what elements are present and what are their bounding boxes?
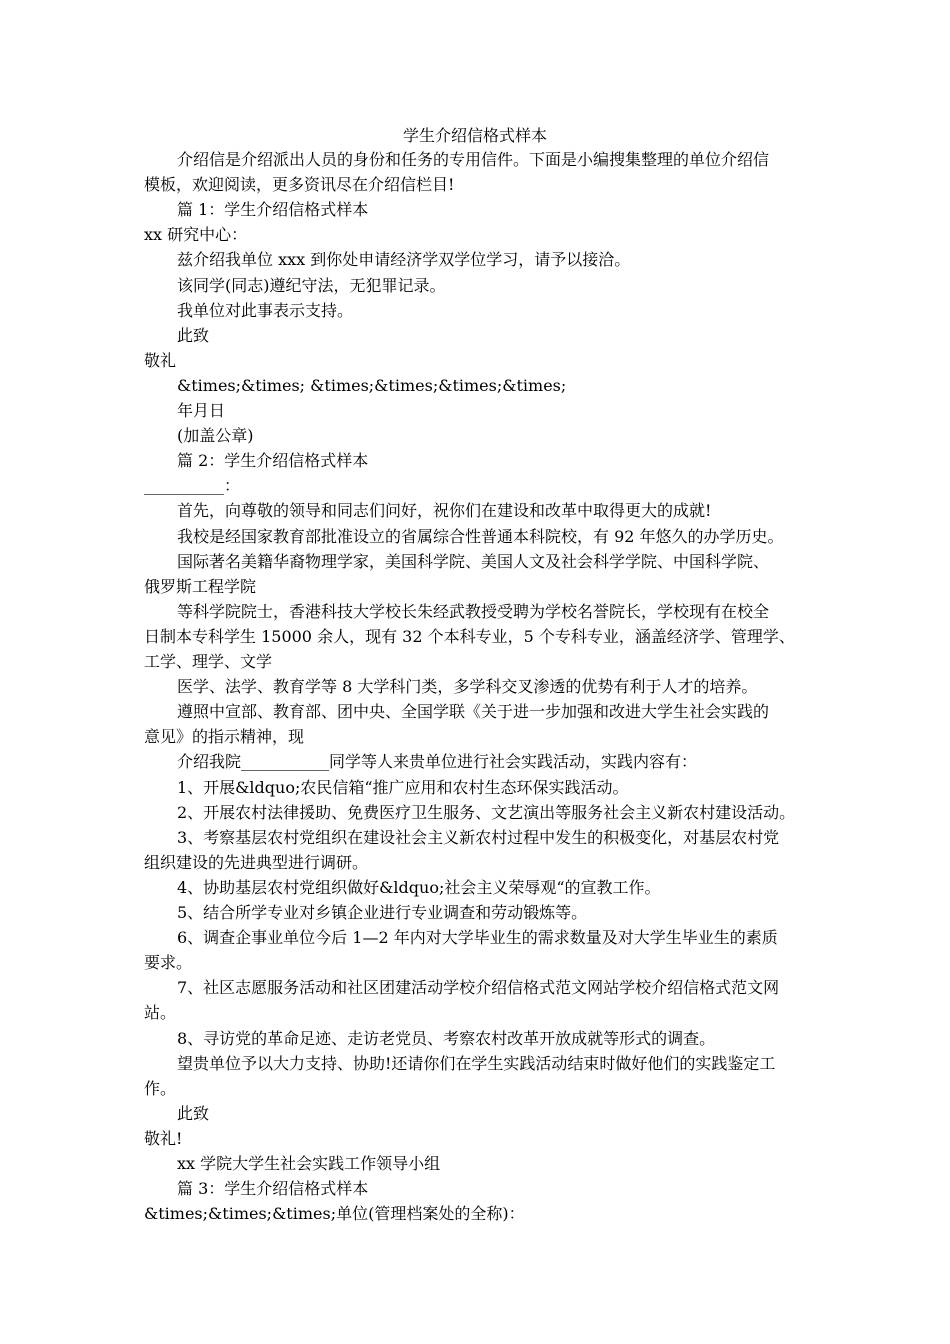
body-line: 组织建设的先进典型进行调研。: [144, 853, 369, 872]
body-line: 介绍信是介绍派出人员的身份和任务的专用信件。下面是小编搜集整理的单位介绍信: [177, 150, 770, 169]
body-line: 年月日: [177, 401, 226, 420]
body-line: 篇 1：学生介绍信格式样本: [177, 200, 369, 219]
body-line: 意见》的指示精神，现: [144, 727, 305, 746]
document-title: 学生介绍信格式样本: [402, 126, 547, 145]
body-line: 此致: [177, 1104, 210, 1123]
body-line: 工学、理学、文学: [144, 652, 273, 671]
body-line: __________：: [144, 476, 241, 495]
body-line: 兹介绍我单位 xxx 到你处申请经济学双学位学习，请予以接洽。: [177, 250, 631, 269]
body-line: 我单位对此事表示支持。: [177, 301, 354, 320]
body-line: xx 学院大学生社会实践工作领导小组: [177, 1154, 441, 1173]
body-line: 7、社区志愿服务活动和社区团建活动学校介绍信格式范文网站学校介绍信格式范文网: [177, 978, 780, 997]
body-line: 介绍我院___________同学等人来贵单位进行社会实践活动，实践内容有：: [177, 752, 698, 771]
body-line: 敬礼!: [144, 1129, 183, 1148]
body-line: 俄罗斯工程学院: [144, 577, 257, 596]
body-line: 等科学院院士，香港科技大学校长朱经武教授受聘为学校名誉院长，学校现有在校全: [177, 602, 770, 621]
body-line: 3、考察基层农村党组织在建设社会主义新农村过程中发生的积极变化，对基层农村党: [177, 828, 780, 847]
body-line: 8、寻访党的革命足迹、走访老党员、考察农村改革开放成就等形式的调查。: [177, 1029, 716, 1048]
body-line: 站。: [144, 1003, 177, 1022]
body-line: 篇 3：学生介绍信格式样本: [177, 1179, 369, 1198]
body-line: 模板，欢迎阅读，更多资讯尽在介绍信栏目!: [144, 175, 455, 194]
body-line: 此致: [177, 326, 210, 345]
body-line: 该同学(同志)遵纪守法，无犯罪记录。: [177, 276, 446, 295]
body-line: 篇 2：学生介绍信格式样本: [177, 451, 369, 470]
body-line: 4、协助基层农村党组织做好&ldquo;社会主义荣辱观“的宣教工作。: [177, 878, 661, 897]
body-line: 敬礼: [144, 351, 177, 370]
body-line: 1、开展&ldquo;农民信箱“推广应用和农村生态环保实践活动。: [177, 778, 629, 797]
body-line: (加盖公章): [177, 426, 254, 445]
body-line: 医学、法学、教育学等 8 大学科门类，多学科交叉渗透的优势有利于人才的培养。: [177, 677, 758, 696]
body-line: 我校是经国家教育部批准设立的省属综合性普通本科院校，有 92 年悠久的办学历史。: [177, 527, 784, 546]
body-line: 遵照中宣部、教育部、团中央、全国学联《关于进一步加强和改进大学生社会实践的: [177, 702, 770, 721]
body-line: 2、开展农村法律援助、免费医疗卫生服务、文艺演出等服务社会主义新农村建设活动。: [177, 803, 796, 822]
body-line: 首先，向尊敬的领导和同志们问好，祝你们在建设和改革中取得更大的成就!: [177, 501, 712, 520]
body-line: 望贵单位予以大力支持、协助!还请你们在学生实践活动结束时做好他们的实践鉴定工: [177, 1054, 776, 1073]
body-line: &times;&times; &times;&times;&times;&times;: [177, 376, 567, 395]
body-line: 作。: [144, 1079, 177, 1098]
body-line: 6、调查企事业单位今后 1—2 年内对大学毕业生的需求数量及对大学生毕业生的素质: [177, 928, 778, 947]
body-line: &times;&times;&times;单位(管理档案处的全称)：: [144, 1204, 525, 1223]
body-line: 国际著名美籍华裔物理学家，美国科学院、美国人文及社会科学学院、中国科学院、: [177, 552, 770, 571]
body-line: xx 研究中心：: [144, 225, 248, 244]
body-line: 5、结合所学专业对乡镇企业进行专业调查和劳动锻炼等。: [177, 903, 588, 922]
body-line: 日制本专科学生 15000 余人，现有 32 个本科专业，5 个专科专业，涵盖经济学、管理学、: [144, 627, 795, 646]
body-line: 要求。: [144, 953, 193, 972]
